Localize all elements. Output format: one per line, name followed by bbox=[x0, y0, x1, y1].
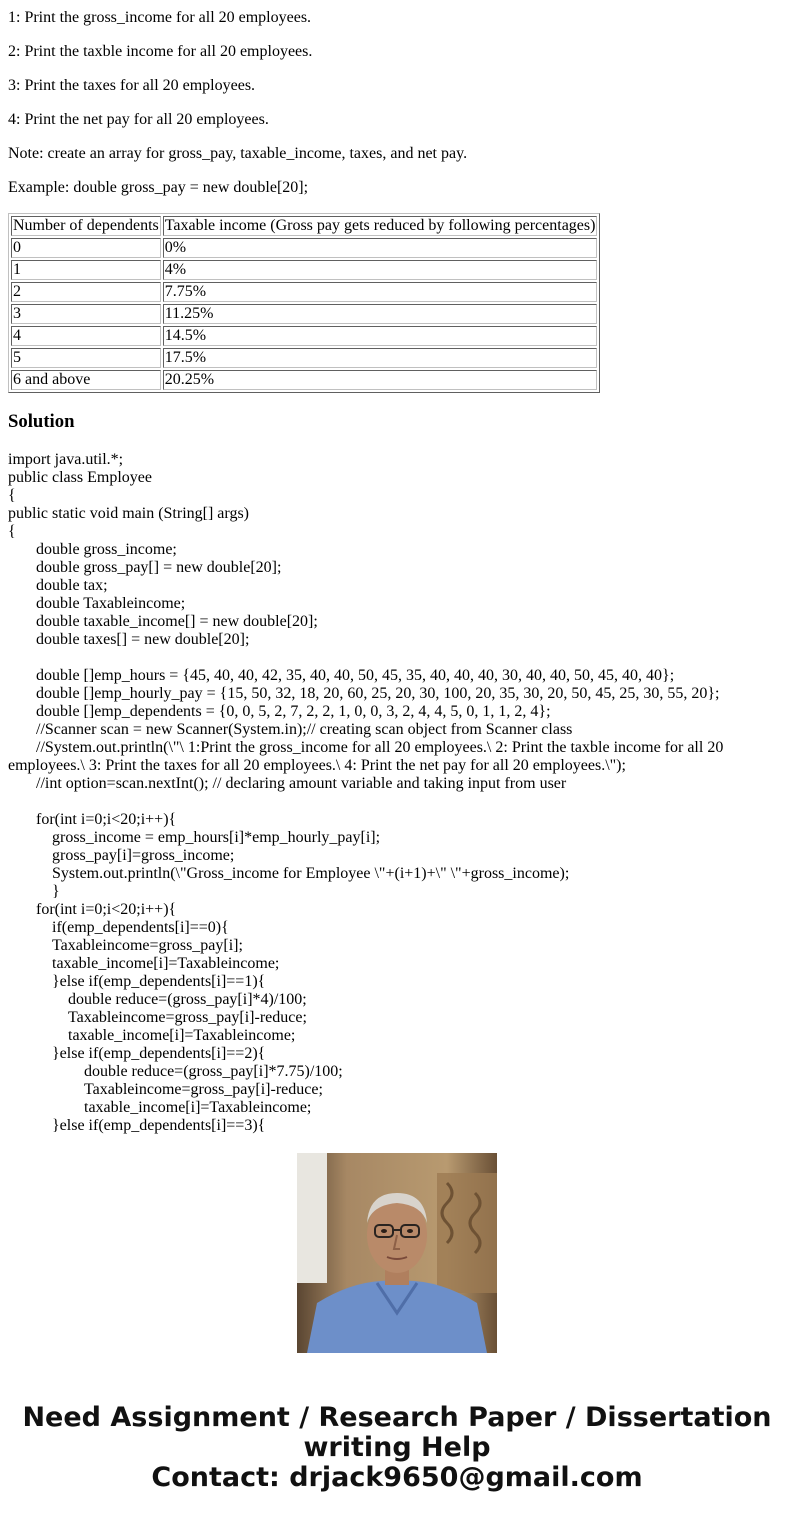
author-avatar bbox=[297, 1153, 497, 1353]
table-cell: 14.5% bbox=[163, 326, 598, 346]
code-line: double tax; bbox=[8, 577, 108, 594]
note-text: Note: create an array for gross_pay, taxable_income, taxes, and net pay. bbox=[8, 145, 468, 162]
table-cell: 6 and above bbox=[11, 370, 161, 390]
table-header-taxable-income: Taxable income (Gross pay gets reduced by following percentages) bbox=[164, 217, 596, 234]
code-line: taxable_income[i]=Taxableincome; bbox=[8, 955, 280, 972]
code-line: double gross_pay[] = new double[20]; bbox=[8, 559, 282, 576]
table-cell: 5 bbox=[11, 348, 161, 368]
instruction-3: 3: Print the taxes for all 20 employees. bbox=[8, 77, 256, 94]
code-line: double []emp_hourly_pay = {15, 50, 32, 18, 20, 60, 25, 20, 30, 100, 20, 35, 30, 20, 50, 45, 25, 30, 55, 20}; bbox=[8, 685, 720, 702]
table-cell: 4% bbox=[163, 260, 598, 280]
table-cell: 3 bbox=[11, 304, 161, 324]
table-row bbox=[11, 348, 597, 368]
table-header-dependents: Number of dependents bbox=[13, 217, 159, 234]
code-block bbox=[8, 451, 786, 1134]
instruction-1: 1: Print the gross_income for all 20 employees. bbox=[8, 9, 312, 26]
promo-line-2: writing Help bbox=[303, 1432, 491, 1463]
code-line: double reduce=(gross_pay[i]*4)/100; bbox=[8, 991, 307, 1008]
code-line bbox=[8, 793, 786, 811]
table-row bbox=[11, 238, 597, 258]
code-line: Taxableincome=gross_pay[i]-reduce; bbox=[8, 1009, 307, 1026]
code-line: taxable_income[i]=Taxableincome; bbox=[8, 1027, 296, 1044]
table-cell: 1 bbox=[11, 260, 161, 280]
solution-heading: Solution bbox=[8, 411, 75, 432]
code-line: //System.out.println(\"\ 1:Print the gross_income for all 20 employees.\ 2: Print the taxble income for all 20 employees.\ 3: Print the taxes for all 20 employees.\ 4: Print the net pay for all 20 employees.\"); bbox=[8, 739, 728, 774]
code-line: //Scanner scan = new Scanner(System.in);// creating scan object from Scanner class bbox=[8, 721, 573, 738]
code-line: double reduce=(gross_pay[i]*7.75)/100; bbox=[8, 1063, 343, 1080]
code-line: { bbox=[8, 523, 16, 540]
code-line: taxable_income[i]=Taxableincome; bbox=[8, 1099, 312, 1116]
code-line: for(int i=0;i<20;i++){ bbox=[8, 901, 177, 918]
code-line: }else if(emp_dependents[i]==1){ bbox=[8, 973, 266, 990]
table-cell: 4 bbox=[11, 326, 161, 346]
promo-banner bbox=[0, 1403, 794, 1493]
code-line: double []emp_dependents = {0, 0, 5, 2, 7, 2, 2, 1, 0, 0, 3, 2, 4, 4, 5, 0, 1, 1, 2, 4}; bbox=[8, 703, 551, 720]
table-row bbox=[11, 260, 597, 280]
code-line: public static void main (String[] args) bbox=[8, 505, 249, 522]
code-line: if(emp_dependents[i]==0){ bbox=[8, 919, 229, 936]
table-cell: 2 bbox=[11, 282, 161, 302]
code-line: { bbox=[8, 487, 16, 504]
author-photo bbox=[297, 1153, 497, 1353]
code-line: import java.util.*; bbox=[8, 451, 124, 468]
table-row bbox=[11, 304, 597, 324]
promo-line-1: Need Assignment / Research Paper / Dissertation bbox=[22, 1402, 772, 1433]
code-line: double gross_income; bbox=[8, 541, 177, 558]
table-cell: 0 bbox=[11, 238, 161, 258]
promo-contact: Contact: drjack9650@gmail.com bbox=[151, 1462, 643, 1493]
example-text: Example: double gross_pay = new double[20]; bbox=[8, 179, 309, 196]
table-row bbox=[11, 282, 597, 302]
dependents-table bbox=[8, 213, 600, 393]
table-cell: 7.75% bbox=[163, 282, 598, 302]
code-line: gross_income = emp_hours[i]*emp_hourly_pay[i]; bbox=[8, 829, 381, 846]
code-line: public class Employee bbox=[8, 469, 152, 486]
code-line: double taxable_income[] = new double[20]; bbox=[8, 613, 318, 630]
table-row bbox=[11, 326, 597, 346]
code-line: double taxes[] = new double[20]; bbox=[8, 631, 250, 648]
code-line: double []emp_hours = {45, 40, 40, 42, 35, 40, 40, 50, 45, 35, 40, 40, 40, 30, 40, 40, 50, 45, 40, 40}; bbox=[8, 667, 675, 684]
table-cell: 11.25% bbox=[163, 304, 598, 324]
code-line: gross_pay[i]=gross_income; bbox=[8, 847, 235, 864]
code-line: Taxableincome=gross_pay[i]-reduce; bbox=[8, 1081, 323, 1098]
table-row bbox=[11, 370, 597, 390]
code-line: } bbox=[8, 883, 60, 900]
code-line: //int option=scan.nextInt(); // declaring amount variable and taking input from user bbox=[8, 775, 567, 792]
code-line: double Taxableincome; bbox=[8, 595, 186, 612]
table-cell: 17.5% bbox=[163, 348, 598, 368]
table-header-row bbox=[11, 216, 597, 236]
code-line bbox=[8, 649, 786, 667]
code-line: System.out.println(\"Gross_income for Employee \"+(i+1)+\" \"+gross_income); bbox=[8, 865, 570, 882]
table-cell: 0% bbox=[163, 238, 598, 258]
code-line: Taxableincome=gross_pay[i]; bbox=[8, 937, 243, 954]
instruction-4: 4: Print the net pay for all 20 employees. bbox=[8, 111, 269, 128]
table-cell: 20.25% bbox=[163, 370, 598, 390]
code-line: }else if(emp_dependents[i]==3){ bbox=[8, 1117, 266, 1134]
code-line: }else if(emp_dependents[i]==2){ bbox=[8, 1045, 266, 1062]
code-line: for(int i=0;i<20;i++){ bbox=[8, 811, 177, 828]
instruction-2: 2: Print the taxble income for all 20 employees. bbox=[8, 43, 313, 60]
